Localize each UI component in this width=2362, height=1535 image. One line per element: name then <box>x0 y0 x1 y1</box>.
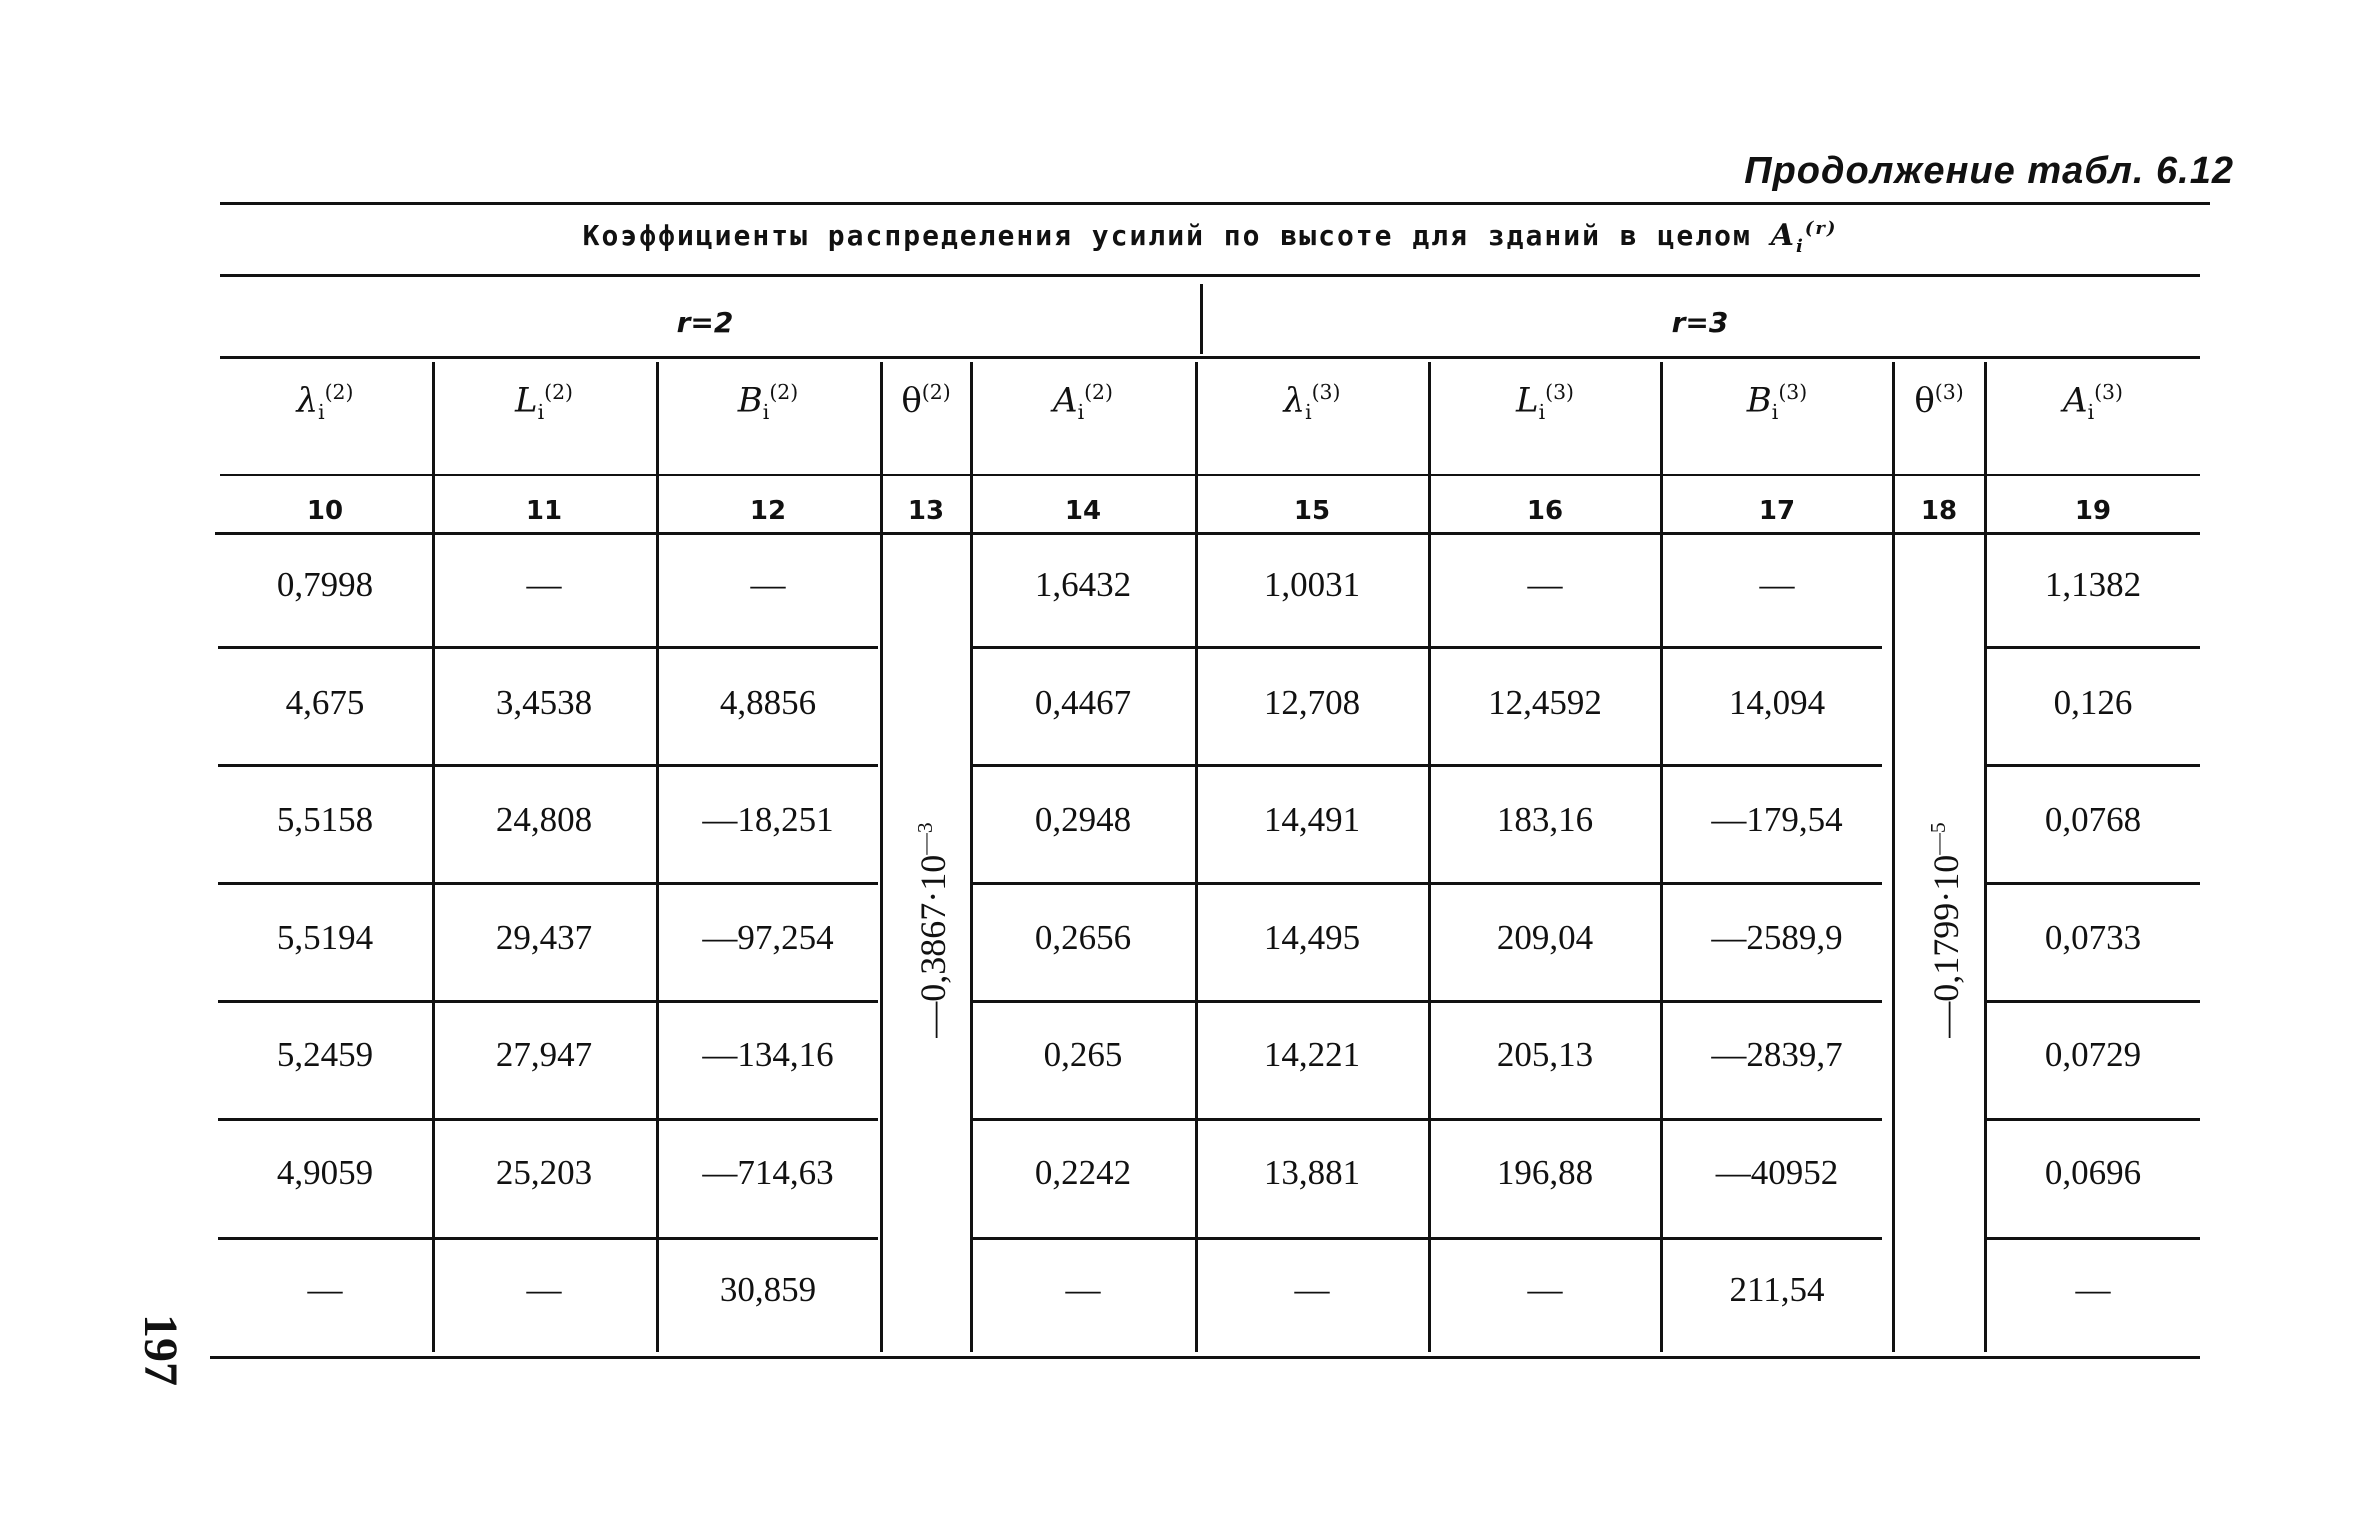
row-rule <box>972 764 1882 767</box>
row-rule <box>1987 1000 2200 1003</box>
table-cell: 0,2948 <box>1034 800 1132 839</box>
table-cell: — <box>1527 1270 1563 1309</box>
header-inner-rule <box>220 474 2200 476</box>
table-cell: — <box>526 1270 562 1309</box>
colnum-16: 16 <box>1526 496 1564 526</box>
title-rule <box>220 274 2200 277</box>
table-cell: 0,0768 <box>2044 800 2142 839</box>
table-cell: 0,265 <box>1043 1035 1123 1074</box>
colnum-12: 12 <box>749 496 787 526</box>
colnum-18: 18 <box>1920 496 1958 526</box>
table-cell: 30,859 <box>719 1270 817 1309</box>
table-cell: —714,63 <box>702 1153 834 1192</box>
header-bottom-rule <box>215 532 2200 535</box>
colnum-17: 17 <box>1758 496 1796 526</box>
header-B-3: $B_i^{(3)}$ <box>1746 380 1808 425</box>
table-cell: 0,2242 <box>1034 1153 1132 1192</box>
page-number: 197 <box>134 1314 187 1386</box>
row-rule <box>218 764 878 767</box>
row-rule <box>218 882 878 885</box>
header-theta-2: $\theta^{(2)}$ <box>901 380 951 421</box>
table-cell: — <box>307 1270 343 1309</box>
table-cell: 211,54 <box>1729 1270 1825 1309</box>
colnum-14: 14 <box>1064 496 1102 526</box>
table-caption: Продолжение табл. 6.12 <box>1744 150 2234 192</box>
group-r2: r=2 <box>676 306 734 339</box>
row-rule <box>1987 764 2200 767</box>
table-cell: — <box>1065 1270 1101 1309</box>
table-cell: 14,221 <box>1263 1035 1361 1074</box>
table-cell: —2839,7 <box>1711 1035 1843 1074</box>
header-L-2: $L_i^{(2)}$ <box>515 380 573 425</box>
table-cell: 0,4467 <box>1034 683 1132 722</box>
table-cell: 14,491 <box>1263 800 1361 839</box>
table-cell: 3,4538 <box>495 683 593 722</box>
bottom-rule <box>210 1356 2200 1359</box>
row-rule <box>972 1118 1882 1121</box>
table-cell: —97,254 <box>702 918 834 957</box>
table-cell: 25,203 <box>495 1153 593 1192</box>
colnum-19: 19 <box>2074 496 2112 526</box>
table-cell: 209,04 <box>1496 918 1594 957</box>
colnum-15: 15 <box>1293 496 1331 526</box>
table-cell: 0,126 <box>2053 683 2133 722</box>
table-cell: — <box>1527 565 1563 604</box>
table-cell: 13,881 <box>1263 1153 1361 1192</box>
group-rule <box>220 356 2200 359</box>
col-sep <box>880 362 883 1352</box>
table-cell: —134,16 <box>702 1035 834 1074</box>
header-theta-3: $\theta^{(3)}$ <box>1914 380 1964 421</box>
table-cell: 12,4592 <box>1488 683 1602 722</box>
title-symbol: $A_i^{(r)}$ <box>1770 218 1838 257</box>
table-cell: —18,251 <box>702 800 834 839</box>
colnum-11: 11 <box>525 496 563 526</box>
row-rule <box>1987 646 2200 649</box>
table-cell: — <box>1294 1270 1330 1309</box>
table-cell: 14,094 <box>1728 683 1826 722</box>
table-cell: 29,437 <box>495 918 593 957</box>
table-cell: 4,8856 <box>719 683 817 722</box>
col-sep <box>656 362 659 1352</box>
col-sep <box>1892 362 1895 1352</box>
row-rule <box>972 1237 1882 1240</box>
table-cell: 183,16 <box>1496 800 1594 839</box>
group-r3: r=3 <box>1671 306 1729 339</box>
col-sep <box>970 362 973 1352</box>
row-rule <box>218 1118 878 1121</box>
table-cell: 4,9059 <box>276 1153 374 1192</box>
title-text: Коэффициенты распределения усилий по высоте для зданий в целом <box>582 219 1752 252</box>
table-cell: 0,2656 <box>1034 918 1132 957</box>
theta2-value: $—0,3867\cdot 10^{—3}$ <box>913 822 953 1038</box>
col-sep <box>1984 362 1987 1352</box>
table-cell: 4,675 <box>285 683 365 722</box>
row-rule <box>1987 1118 2200 1121</box>
header-A-3: $A_i^{(3)}$ <box>2063 380 2123 425</box>
row-rule <box>1987 1237 2200 1240</box>
row-rule <box>218 646 878 649</box>
row-rule <box>972 882 1882 885</box>
group-divider <box>1200 284 1203 354</box>
colnum-13: 13 <box>907 496 945 526</box>
table-cell: —40952 <box>1715 1153 1839 1192</box>
row-rule <box>218 1000 878 1003</box>
table-cell: 0,7998 <box>276 565 374 604</box>
col-sep <box>1428 362 1431 1352</box>
table-cell: 5,2459 <box>276 1035 374 1074</box>
top-rule <box>220 202 2210 205</box>
table-cell: 1,1382 <box>2044 565 2142 604</box>
table-cell: 0,0729 <box>2044 1035 2142 1074</box>
table-cell: —2589,9 <box>1711 918 1843 957</box>
row-rule <box>1987 882 2200 885</box>
row-rule <box>972 1000 1882 1003</box>
table-cell: 27,947 <box>495 1035 593 1074</box>
colnum-10: 10 <box>306 496 344 526</box>
row-rule <box>218 1237 878 1240</box>
table-cell: 5,5194 <box>276 918 374 957</box>
table-cell: 0,0696 <box>2044 1153 2142 1192</box>
table-cell: — <box>526 565 562 604</box>
table-cell: —179,54 <box>1711 800 1843 839</box>
table-cell: 1,6432 <box>1034 565 1132 604</box>
table-cell: 1,0031 <box>1263 565 1361 604</box>
table-cell: — <box>1759 565 1795 604</box>
col-sep <box>1195 362 1198 1352</box>
theta3-value: $—0,1799\cdot 10^{—5}$ <box>1926 822 1966 1038</box>
table-title <box>220 218 2200 257</box>
table-cell: 12,708 <box>1263 683 1361 722</box>
table-cell: 5,5158 <box>276 800 374 839</box>
header-L-3: $L_i^{(3)}$ <box>1516 380 1574 425</box>
header-lambda-3: $\lambda_i^{(3)}$ <box>1283 380 1341 425</box>
table-cell: 196,88 <box>1496 1153 1594 1192</box>
table-cell: 205,13 <box>1496 1035 1594 1074</box>
table-cell: 0,0733 <box>2044 918 2142 957</box>
header-A-2: $A_i^{(2)}$ <box>1053 380 1113 425</box>
header-lambda-2: $\lambda_i^{(2)}$ <box>296 380 354 425</box>
row-rule <box>972 646 1882 649</box>
table-cell: — <box>750 565 786 604</box>
table-cell: — <box>2075 1270 2111 1309</box>
col-sep <box>432 362 435 1352</box>
table-cell: 14,495 <box>1263 918 1361 957</box>
col-sep <box>1660 362 1663 1352</box>
header-B-2: $B_i^{(2)}$ <box>737 380 799 425</box>
table-cell: 24,808 <box>495 800 593 839</box>
